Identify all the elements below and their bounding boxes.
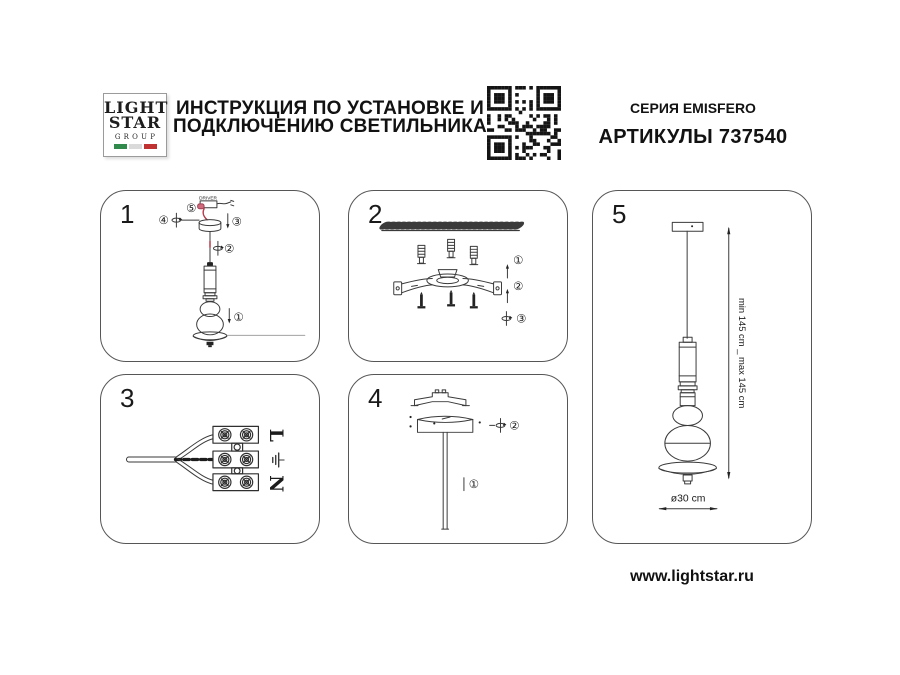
step-circle-4: ④ <box>158 215 169 228</box>
height-dimension <box>727 227 748 480</box>
step-number-3: 3 <box>120 383 135 413</box>
terminal-l-label: L <box>265 428 288 442</box>
logo-word-star: STAR <box>108 112 162 132</box>
step-circle-5: ⑤ <box>186 202 197 215</box>
height-dimension-label: min 145 cm _ max 145 cm <box>737 297 749 409</box>
page-title-line1: ИНСТРУКЦИЯ ПО УСТАНОВКЕ И <box>176 98 484 119</box>
step-number-1: 1 <box>120 199 135 229</box>
qr-code <box>487 86 561 160</box>
lightstar-logo <box>103 93 167 157</box>
page-title <box>170 100 490 135</box>
bracket-side-view <box>411 390 469 406</box>
wire-live <box>175 435 213 458</box>
step-circle-1: ① <box>468 479 479 492</box>
wall-anchor <box>417 245 425 263</box>
step-2-diagram <box>349 191 567 361</box>
ceiling-plate <box>672 222 703 231</box>
diameter-dimension <box>658 494 717 511</box>
flag-green-segment <box>114 144 127 149</box>
series-label: СЕРИЯ EMISFERO <box>630 100 756 116</box>
step-5-diagram <box>593 191 811 543</box>
articles-label: АРТИКУЛЫ 737540 <box>598 126 788 148</box>
flag-white-segment <box>129 144 142 149</box>
step-circle-3: ③ <box>231 216 242 229</box>
step-number-2: 2 <box>368 199 383 229</box>
installation-step-4-panel <box>348 374 568 544</box>
installation-step-5-panel <box>592 190 812 544</box>
product-info <box>593 100 793 149</box>
mounting-screw <box>447 290 455 307</box>
step-circle-1: ① <box>513 255 524 268</box>
step-number-5: 5 <box>612 199 627 229</box>
lamp-rod <box>442 432 449 529</box>
step-circle-2: ② <box>509 420 520 433</box>
step-circle-1: ① <box>233 311 244 324</box>
step-circle-2: ② <box>224 243 235 256</box>
wire-neutral <box>175 461 213 484</box>
red-wire <box>203 209 207 220</box>
step-4-diagram <box>349 375 567 543</box>
website-url: www.lightstar.ru <box>630 568 754 585</box>
installation-step-3-panel <box>100 374 320 544</box>
canopy-cup <box>409 416 480 432</box>
page-title-line2: ПОДКЛЮЧЕНИЮ СВЕТИЛЬНИКА <box>173 115 487 137</box>
logo-word-light: LIGHT <box>104 98 169 117</box>
italian-flag <box>104 144 166 149</box>
step-circle-2: ② <box>513 280 524 293</box>
step-number-4: 4 <box>368 383 383 413</box>
plug-icon <box>227 200 234 205</box>
wall-anchor <box>447 239 455 257</box>
installation-step-1-panel <box>100 190 320 362</box>
flag-red-segment <box>144 144 157 149</box>
step-3-diagram <box>101 375 319 543</box>
small-glass-bulb <box>673 406 703 426</box>
terminal-n-label: N <box>265 475 288 493</box>
red-connector <box>198 204 204 209</box>
step-circle-3: ③ <box>516 313 527 326</box>
logo-word-group: GROUP <box>114 133 159 141</box>
wall-anchor <box>470 246 478 264</box>
installation-step-2-panel <box>348 190 568 362</box>
diameter-dimension-label: ø30 cm <box>670 493 706 505</box>
step-1-diagram <box>101 191 319 361</box>
mounting-bracket <box>394 270 502 295</box>
mounting-screw <box>417 292 425 309</box>
ground-symbol <box>273 453 284 467</box>
driver-label: DRIVER <box>199 196 217 202</box>
terminal-block <box>213 426 258 490</box>
canopy <box>199 220 221 226</box>
mounting-screw <box>470 292 478 309</box>
lamp-tube <box>678 342 697 405</box>
mains-cable <box>126 457 175 462</box>
